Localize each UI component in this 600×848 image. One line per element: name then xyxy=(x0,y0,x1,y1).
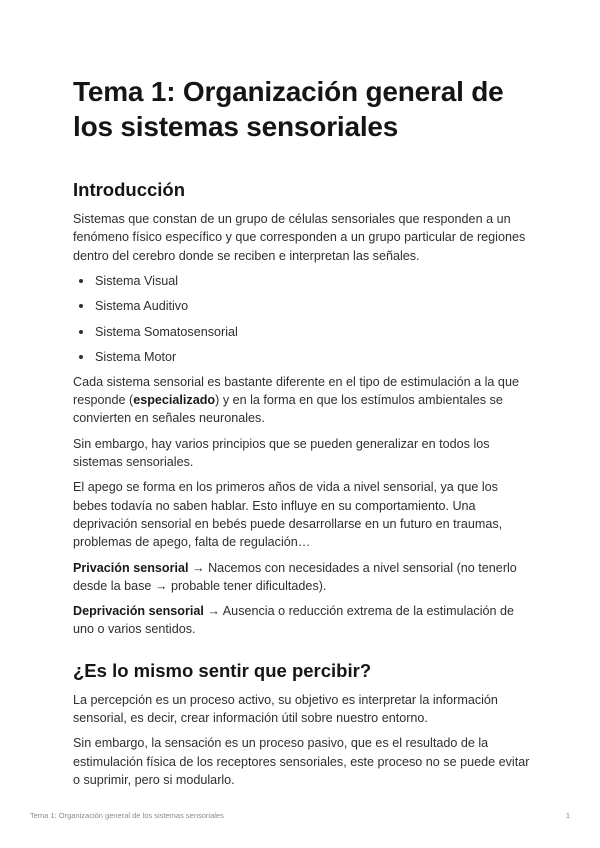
list-item-label: Sistema Visual xyxy=(95,273,179,288)
paragraph-attachment: El apego se forma en los primeros años de vida a nivel sensorial, ya que los bebes todavía no saben hablar. Esto influye en su comportamiento. Una deprivación sensorial en bebés puede desarrollarse en un futuro en traumas, problemas de apego, falta de regulación… xyxy=(73,480,503,550)
intro-heading: Introducción xyxy=(73,179,186,200)
list-item xyxy=(73,297,533,323)
bullet-icon xyxy=(79,279,83,283)
paragraph-sensation: Sin embargo, la sensación es un proceso pasivo, que es el resultado de la estimulación física de los receptores sensoriales, este proceso no se puede evitar o suprimir, pero si modularlo. xyxy=(73,736,530,787)
definition-deprivacion xyxy=(73,602,533,639)
text-span: Cada sistema sensorial es bastante diferente en el tipo de estimulación a la que responde ( xyxy=(73,374,519,408)
page-number: 1 xyxy=(565,811,570,820)
list-item-label: Sistema Auditivo xyxy=(95,299,189,314)
text-span: → Ausencia o reducción extrema de la estimulación de uno o varios sentidos. xyxy=(73,604,515,637)
bullet-icon xyxy=(79,330,83,334)
paragraph-perception: La percepción es un proceso activo, su objetivo es interpretar la información sensorial, es decir, crear información útil sobre nuestro entorno. xyxy=(73,692,498,726)
text-span: ) y en la forma en que los estímulos ambientales se convierten en señales neuronales. xyxy=(73,393,503,426)
document-page xyxy=(73,74,533,789)
list-item-label: Sistema Motor xyxy=(95,350,177,365)
bold-term: Deprivación sensorial xyxy=(73,604,204,619)
bold-term: especializado xyxy=(133,393,216,408)
footer-title: Tema 1: Organización general de los sistemas sensoriales xyxy=(30,811,224,820)
paragraph-principles: Sin embargo, hay varios principios que se pueden generalizar en todos los sistemas sensoriales. xyxy=(73,436,490,470)
page-footer xyxy=(30,811,570,820)
document-title: Tema 1: Organización general de los sistemas sensoriales xyxy=(73,76,504,142)
text-span: → Nacemos con necesidades a nivel sensorial (no tenerlo desde la base → probable tener dificultades). xyxy=(73,560,517,593)
bold-term: Privación sensorial xyxy=(73,560,189,575)
sensory-systems-list xyxy=(73,272,533,374)
list-item xyxy=(73,323,533,349)
list-item xyxy=(73,348,533,374)
paragraph-specialization xyxy=(73,373,533,428)
list-item-label: Sistema Somatosensorial xyxy=(95,324,238,339)
list-item xyxy=(73,272,533,298)
bullet-icon xyxy=(79,304,83,308)
definition-privacion xyxy=(73,559,533,596)
bullet-icon xyxy=(79,355,83,359)
section2-heading: ¿Es lo mismo sentir que percibir? xyxy=(73,659,372,681)
intro-paragraph: Sistemas que constan de un grupo de células sensoriales que responden a un fenómeno físico específico y que corresponden a un grupo particular de regiones dentro del cerebro donde se reciben e interpretan las señales. xyxy=(73,212,526,263)
